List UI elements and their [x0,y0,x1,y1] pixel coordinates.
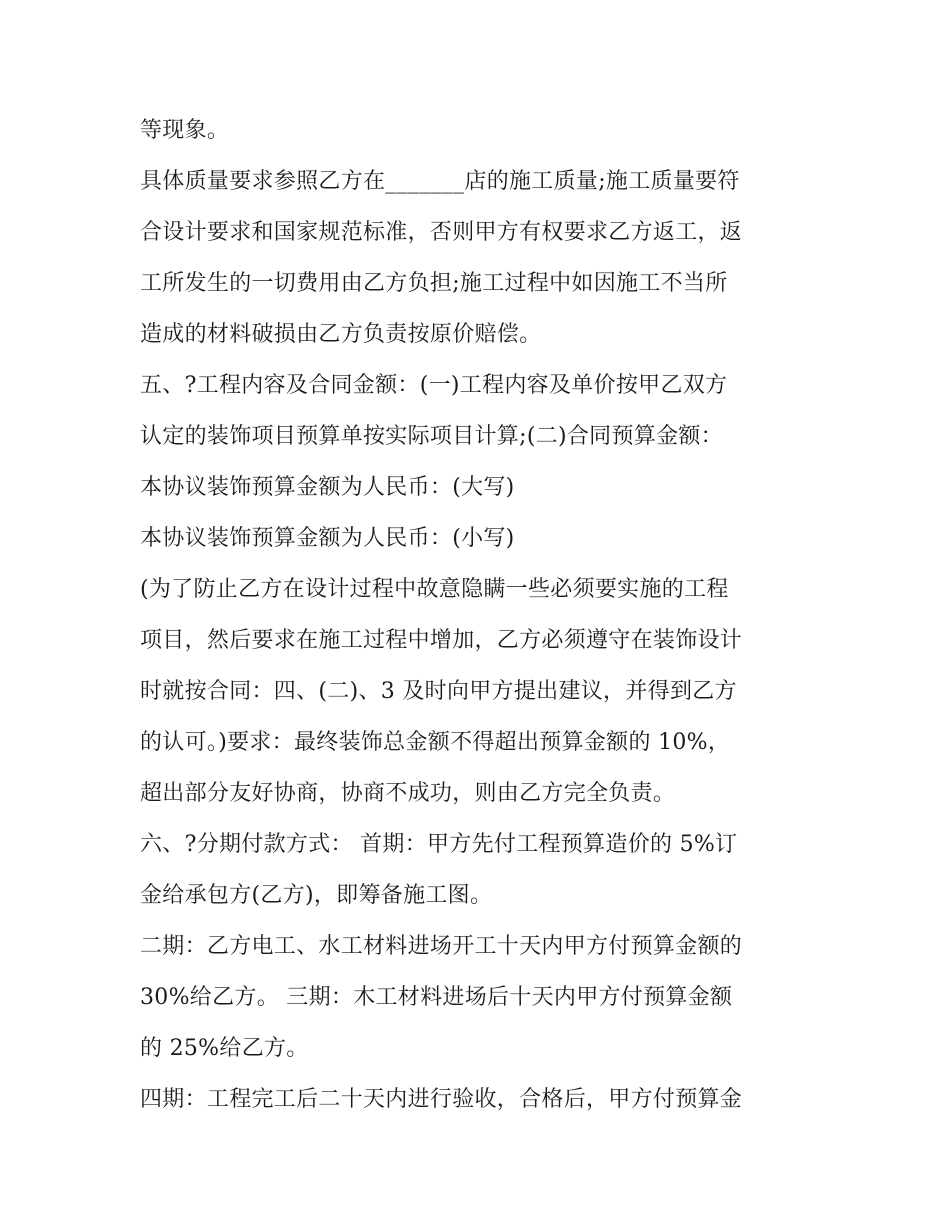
text-line-10: (为了防止乙方在设计过程中故意隐瞒一些必须要实施的工程 [140,577,729,602]
text-line-20: 四期：工程完工后二十天内进行验收，合格后，甲方付预算金 [140,1087,743,1112]
text-line-16: 金给承包方(乙方)，即筹备施工图。 [140,883,493,908]
text-line-19: 的 25%给乙方。 [140,1036,309,1061]
text-line-14: 超出部分友好协商，协商不成功，则由乙方完全负责。 [140,781,676,806]
text-line-8: 本协议装饰预算金额为人民币：(大写) [140,475,515,500]
text-line-9: 本协议装饰预算金额为人民币：(小写) [140,526,515,551]
text-line-3: 合设计要求和国家规范标准，否则甲方有权要求乙方返工，返 [140,220,743,245]
text-line-2: 具体质量要求参照乙方在_______店的施工质量;施工质量要符 [140,169,740,194]
text-line-18: 30%给乙方。 三期：木工材料进场后十天内甲方付预算金额 [140,985,733,1010]
text-line-13: 的认可。)要求：最终装饰总金额不得超出预算金额的 10%， [140,730,731,755]
text-line-4: 工所发生的一切费用由乙方负担;施工过程中如因施工不当所 [140,271,728,296]
text-line-17: 二期：乙方电工、水工材料进场开工十天内甲方付预算金额的 [140,934,743,959]
text-line-7: 认定的装饰项目预算单按实际项目计算;(二)合同预算金额： [140,424,723,449]
text-line-15: 六、?分期付款方式： 首期：甲方先付工程预算造价的 5%订 [140,832,738,857]
text-line-5: 造成的材料破损由乙方负责按原价赔偿。 [140,322,542,347]
document-body [140,105,830,1125]
text-line-6: 五、?工程内容及合同金额：(一)工程内容及单价按甲乙双方 [140,373,728,398]
text-line-1: 等现象。 [140,118,230,143]
text-line-12: 时就按合同：四、(二)、3 及时向甲方提出建议，并得到乙方 [140,679,737,704]
text-line-11: 项目，然后要求在施工过程中增加，乙方必须遵守在装饰设计 [140,628,743,653]
